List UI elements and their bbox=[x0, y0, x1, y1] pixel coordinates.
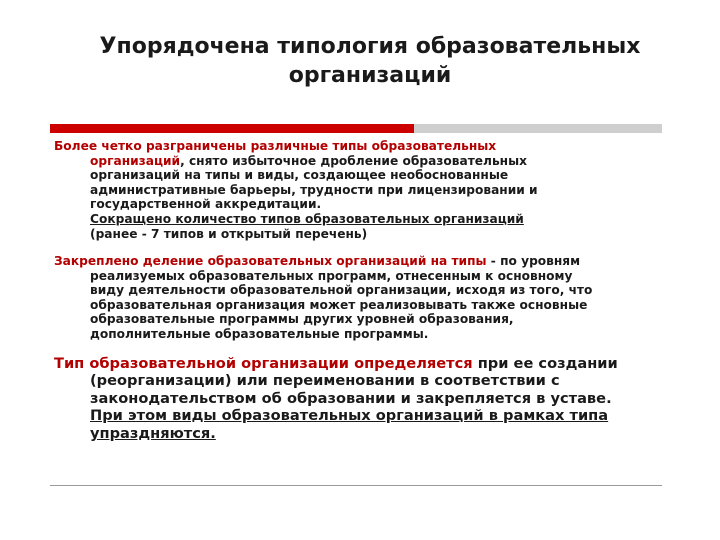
p3-line-3: законодательством об образовании и закрепляется в уставе. bbox=[90, 389, 612, 407]
p2-lead-rest: - по уровням bbox=[486, 254, 581, 268]
p2-line-5: образовательные программы других уровней образования, bbox=[90, 312, 514, 327]
p1-line-3: организаций на типы и виды, создающее необоснованные bbox=[90, 168, 509, 183]
title-divider-accent bbox=[50, 124, 414, 133]
p2-line-2: реализуемых образовательных программ, отнесенным к основному bbox=[90, 268, 573, 283]
paragraph-1 bbox=[54, 139, 672, 241]
p1-line-4: административные барьеры, трудности при лицензировании и bbox=[90, 182, 538, 197]
p3-line-5: упраздняются. bbox=[90, 424, 216, 442]
p3-line-4: При этом виды образовательных организаций в рамках типа bbox=[90, 407, 609, 425]
p1-line-2 bbox=[54, 154, 672, 169]
p1-line-6: Сокращено количество типов образовательных организаций bbox=[90, 211, 524, 226]
p2-line-3: виду деятельности образовательной организации, исходя из того, что bbox=[90, 283, 593, 298]
p1-line-2-red: организаций bbox=[90, 153, 181, 168]
slide-title bbox=[60, 32, 680, 90]
p2-lead: Закреплено деление образовательных организаций на типы bbox=[54, 254, 487, 268]
title-line-1: Упорядочена типология образовательных bbox=[99, 34, 641, 59]
p1-line-2-rest: , снято избыточное дробление образовательных bbox=[180, 153, 527, 168]
p2-line-4: образовательная организация может реализовывать также основные bbox=[90, 297, 588, 312]
title-divider-bar bbox=[50, 124, 662, 133]
paragraph-3 bbox=[54, 355, 672, 442]
p2-line-6: дополнительные образовательные программы. bbox=[90, 326, 429, 341]
p3-line-2: (реорганизации) или переименовании в соответствии с bbox=[90, 372, 560, 390]
bottom-separator-line bbox=[50, 485, 662, 486]
p3-lead-rest: при ее создании bbox=[472, 355, 618, 372]
title-line-2: организаций bbox=[288, 63, 452, 88]
paragraph-2 bbox=[54, 254, 672, 342]
p3-lead: Тип образовательной организации определяется bbox=[54, 355, 473, 372]
p1-line-5: государственной аккредитации. bbox=[90, 197, 322, 212]
p1-line-7: (ранее - 7 типов и открытый перечень) bbox=[90, 226, 368, 241]
p1-lead: Более четко разграничены различные типы образовательных bbox=[54, 139, 497, 153]
